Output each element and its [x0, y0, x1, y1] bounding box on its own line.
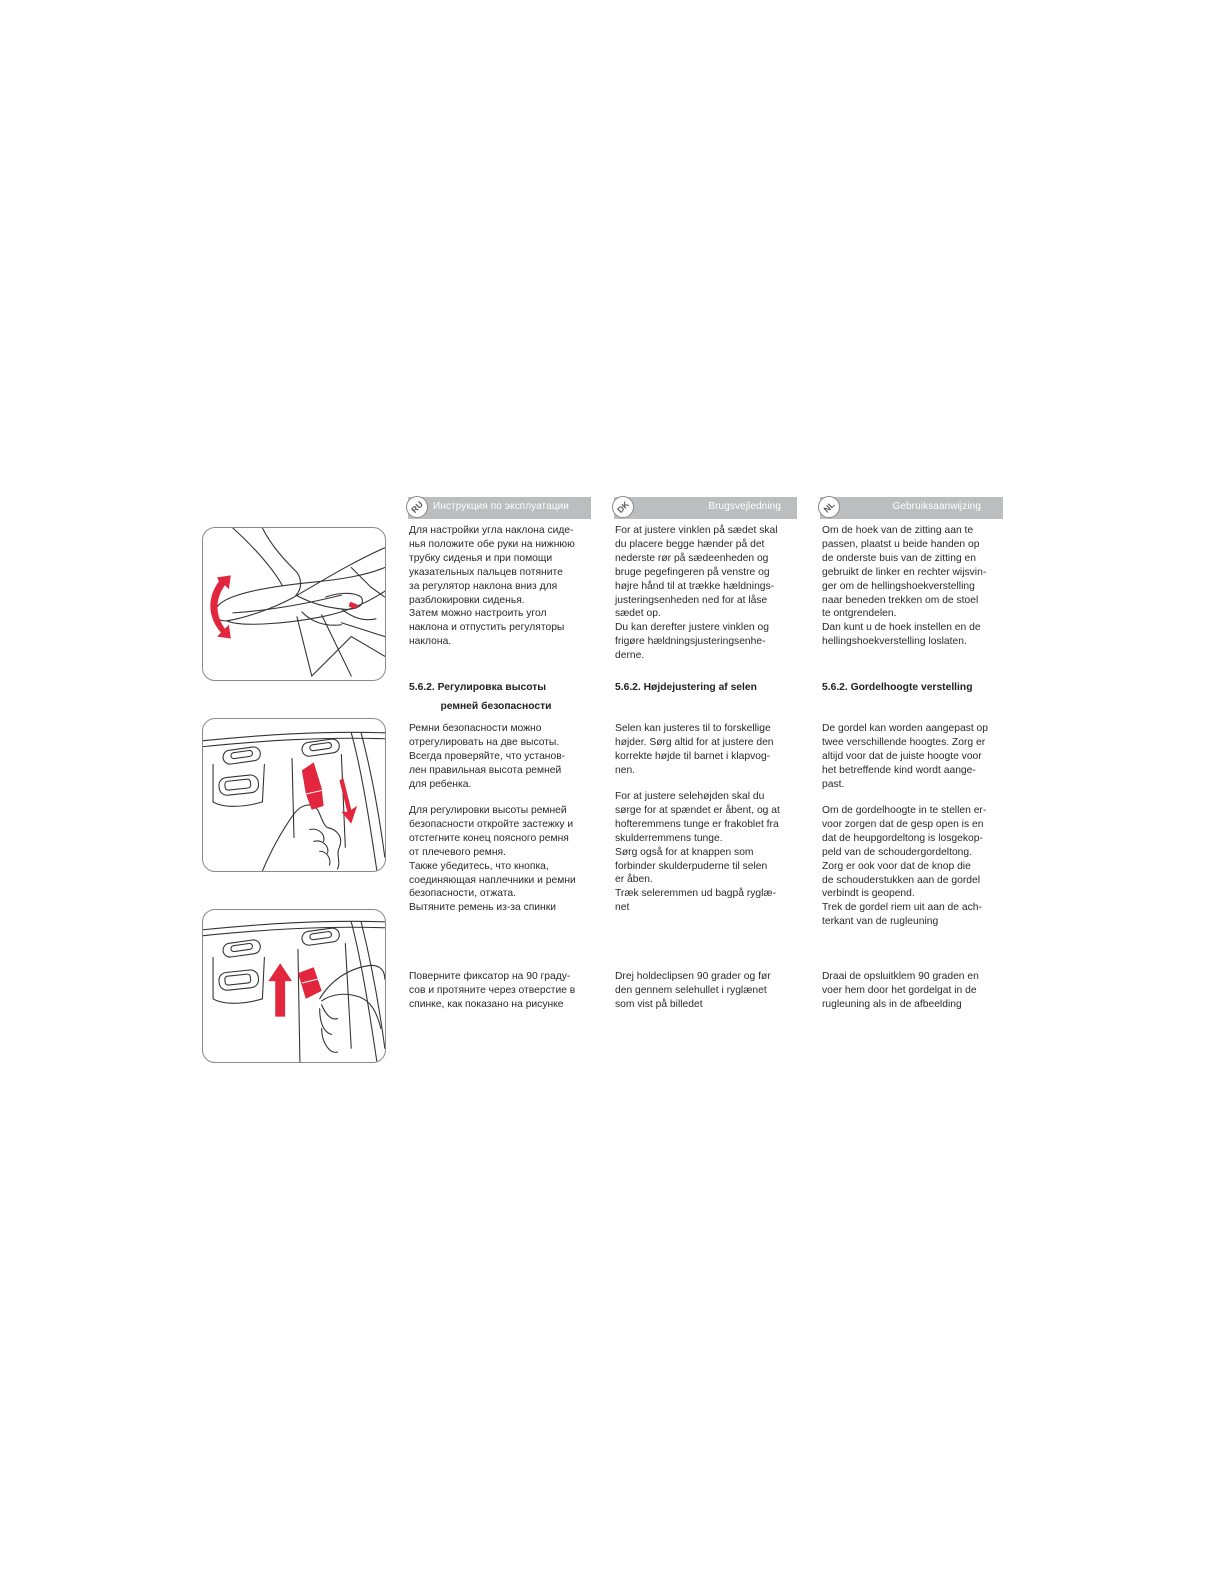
paragraph-harness-clip-dk: Drej holdeclipsen 90 grader og før den gennem selehullet i ryglænet som vist på billedet: [615, 971, 771, 1010]
hand-pushing-harness-up-icon: [203, 910, 385, 1062]
hand-pulling-harness-down-icon: [203, 719, 385, 871]
paragraph-harness-adjust-nl: Om de gordelhoogte in te stellen er- voor zorgen dat de gesp open is en dat de heupgordeltong is losgekop- peld van de schoudergordeltong. Zorg er ook voor dat de knop die de schouderstukken aan de gordel verbindt is geopend. Trek de gordel riem uit aan de ach- terkant van de rugleuning: [822, 805, 987, 928]
section-header-dk: [614, 497, 797, 519]
paragraph-harness-adjust-ru: Для регулировки высоты ремней безопасности откройте застежку и отстегните конец поясного ремня от плечевого ремня. Также убедитесь, что кнопка, соединяющая наплечники и ремни безопасности, отжата. Вытяните ремень из-за спинки: [409, 805, 576, 914]
paragraph-recline-ru: Для настройки угла наклона сиде- нья положите обе руки на нижнюю трубку сиденья и при помощи указательных пальцев потяните за регулятор наклона вниз для разблокировки сиденья. Затем можно настроить угол наклона и отпустить регуляторы наклона.: [409, 525, 575, 648]
section-header-ru: [408, 497, 591, 519]
hand-adjusting-seat-recline-icon: [203, 528, 385, 680]
heading-harness-height-ru: 5.6.2. Регулировка высоты ремней безопасности: [409, 682, 552, 712]
paragraph-harness-clip-nl: Draai de opsluitklem 90 graden en voer hem door het gordelgat in de rugleuning als in de afbeelding: [822, 971, 979, 1010]
language-badge-nl: NL: [813, 491, 844, 522]
section-header-title-nl: Gebruiksaanwijzing: [892, 501, 981, 512]
heading-harness-height-nl: 5.6.2. Gordelhoogte verstelling: [822, 682, 973, 693]
illustration-seat-recline: [202, 527, 386, 681]
paragraph-harness-intro-ru: Ремни безопасности можно отрегулировать на две высоты. Всегда проверяйте, что установ- лен правильная высота ремней для ребенка.: [409, 723, 566, 790]
paragraph-harness-adjust-dk: For at justere selehøjden skal du sørge for at spændet er åbent, og at hofteremmens tunge er frakoblet fra skulderremmens tunge. Sørg også for at knappen som forbinder skulderpuderne til selen er åben. Træk seleremmen ud bagpå ryglæ- net: [615, 791, 780, 914]
illustration-harness-insert: [202, 909, 386, 1063]
paragraph-harness-clip-ru: Поверните фиксатор на 90 граду- сов и протяните через отверстие в спинке, как показано на рисунке: [409, 971, 576, 1010]
heading-harness-height-dk: 5.6.2. Højdejustering af selen: [615, 682, 757, 693]
section-header-title-ru: Инструкция по эксплуатации: [433, 501, 569, 512]
paragraph-recline-nl: Om de hoek van de zitting aan te passen, plaatst u beide handen op de onderste buis van de zitting en gebruikt de linker en rechter wijsvin- ger om de hellingshoekverstelling naar beneden trekken om de stoel te ontgrendelen. Dan kunt u de hoek instellen en de hellingshoekverstelling loslaten.: [822, 525, 987, 648]
illustration-harness-unlock: [202, 718, 386, 872]
section-header-title-dk: Brugsvejledning: [708, 501, 781, 512]
language-badge-ru: RU: [401, 491, 432, 522]
language-badge-dk: DK: [607, 491, 638, 522]
paragraph-harness-intro-nl: De gordel kan worden aangepast op twee verschillende hoogtes. Zorg er altijd voor dat de juiste hoogte voor het betreffende kind wordt aange- past.: [822, 723, 989, 790]
section-header-nl: [820, 497, 1003, 519]
paragraph-recline-dk: For at justere vinklen på sædet skal du placere begge hænder på det nederste rør på sædeenheden og bruge pegefingeren på venstre og højre hånd til at trække hældnings- justeringsenheden ned for at låse sædet op. Du kan derefter justere vinklen og frigøre hældningsjusteringsenhe- derne.: [615, 525, 778, 662]
paragraph-harness-intro-dk: Selen kan justeres til to forskellige højder. Sørg altid for at justere den korrekte højde til barnet i klapvog- nen.: [615, 723, 774, 776]
